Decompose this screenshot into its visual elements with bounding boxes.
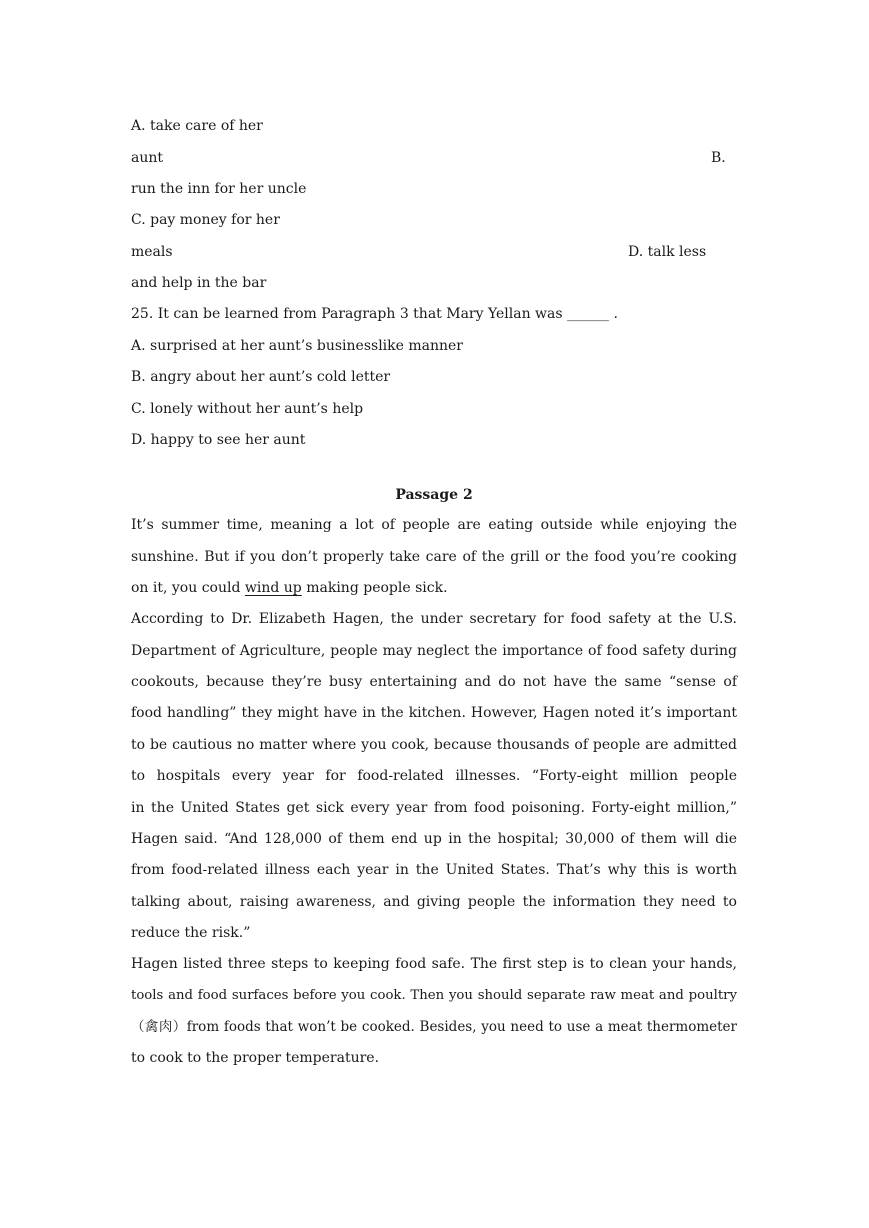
passage-line: from food-related illness each year in the United States. That’s why this is worth <box>131 862 737 878</box>
passage-line <box>131 579 737 597</box>
q24-option-a-continued: aunt <box>131 150 164 166</box>
q25-option-c: C. lonely without her aunt’s help <box>131 401 364 417</box>
passage-line: Hagen listed three steps to keeping food safe. The first step is to clean your hands, <box>131 956 737 972</box>
passage-line: to be cautious no matter where you cook, because thousands of people are admitted <box>131 737 737 753</box>
q24-option-c-continued: meals <box>131 244 173 260</box>
passage-line: It’s summer time, meaning a lot of people are eating outside while enjoying the <box>131 517 737 533</box>
passage-line: tools and food surfaces before you cook. Then you should separate raw meat and poultry <box>131 988 737 1003</box>
q24-option-c: C. pay money for her <box>131 212 280 228</box>
q25-option-d: D. happy to see her aunt <box>131 432 306 448</box>
q25-option-b: B. angry about her aunt’s cold letter <box>131 369 391 385</box>
passage-line: talking about, raising awareness, and giving people the information they need to <box>131 894 737 910</box>
passage-line: to cook to the proper temperature. <box>131 1050 380 1066</box>
q25-stem: 25. It can be learned from Paragraph 3 that Mary Yellan was ______ . <box>131 306 618 322</box>
passage-line: reduce the risk.” <box>131 925 251 941</box>
passage-line: to hospitals every year for food-related illnesses. “Forty-eight million people <box>131 768 737 784</box>
underlined-phrase: wind up <box>244 580 302 596</box>
q24-option-d: D. talk less <box>628 244 707 260</box>
passage-text: on it, you could <box>131 580 245 596</box>
passage-title: Passage 2 <box>395 487 473 503</box>
passage-line: Department of Agriculture, people may neglect the importance of food safety during <box>131 643 737 659</box>
q24-option-d-continued: and help in the bar <box>131 275 267 291</box>
passage-line: Hagen said. “And 128,000 of them end up in the hospital; 30,000 of them will die <box>131 831 737 847</box>
passage-text: making people sick. <box>301 580 448 596</box>
q25-option-a: A. surprised at her aunt’s businesslike manner <box>131 338 463 354</box>
passage-line: cookouts, because they’re busy entertaining and do not have the same “sense of <box>131 674 737 690</box>
passage-line: （禽肉）from foods that won’t be cooked. Besides, you need to use a meat thermometer <box>131 1019 737 1035</box>
passage-line: sunshine. But if you don’t properly take care of the grill or the food you’re cooking <box>131 549 737 565</box>
passage-line: food handling” they might have in the kitchen. However, Hagen noted it’s important <box>131 705 737 721</box>
passage-line: in the United States get sick every year from food poisoning. Forty-eight million,” <box>131 800 737 816</box>
q24-option-b-text: run the inn for her uncle <box>131 181 307 197</box>
q24-option-a: A. take care of her <box>131 118 263 134</box>
passage-line: According to Dr. Elizabeth Hagen, the under secretary for food safety at the U.S. <box>131 611 737 627</box>
q24-option-b-label: B. <box>711 150 726 166</box>
